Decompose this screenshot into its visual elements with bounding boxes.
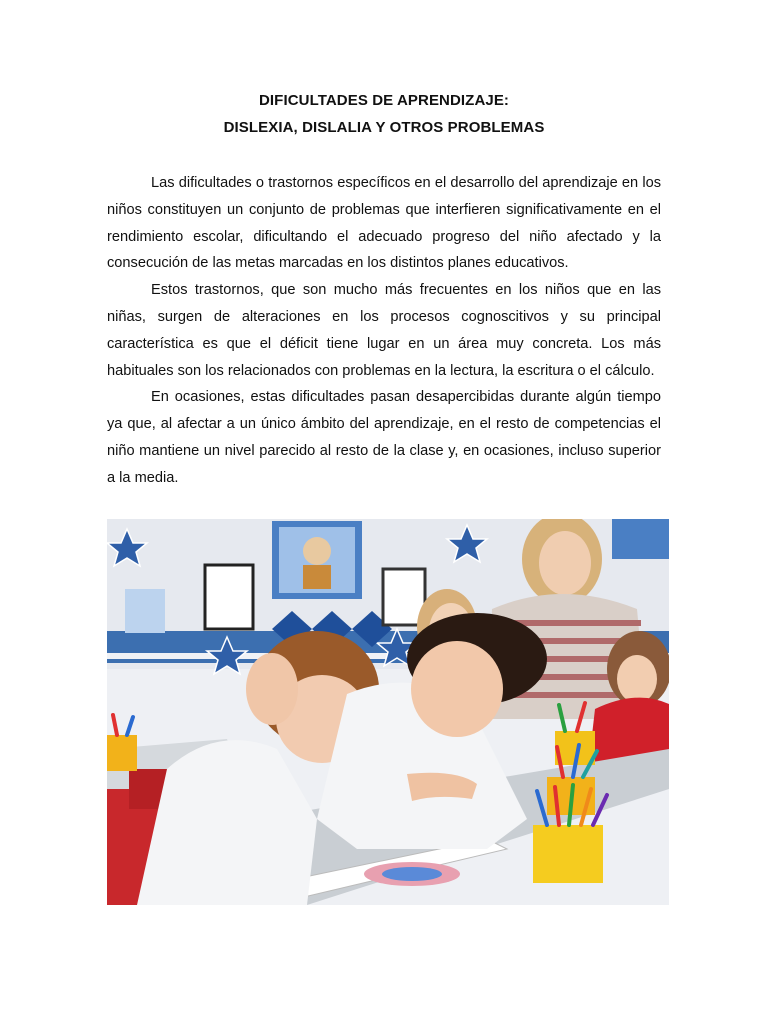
paragraph-3: En ocasiones, estas dificultades pasan desapercibidas durante algún tiempo ya que, al afectar a un único ámbito del aprendizaje, en el resto de competencias el niño mantiene un nivel parecido al resto de la clase y, en ocasiones, incluso superior a la media.	[107, 389, 661, 486]
paragraph-1: Las dificultades o trastornos específicos en el desarrollo del aprendizaje en los niños constituyen un conjunto de problemas que interfieren significativamente en el rendimiento escolar, dificultando el adecuado progreso del niño afectado y la consecución de las metas marcadas en los distintos planes educativos.	[107, 175, 661, 272]
classroom-photo	[107, 519, 669, 905]
document-body	[107, 170, 661, 492]
classroom-illustration	[107, 519, 669, 905]
paragraph-2: Estos trastornos, que son mucho más frecuentes en los niños que en las niñas, surgen de alteraciones en los procesos cognoscitivos y su principal característica es que el déficit tiene lugar en un área muy concreta. Los más habituales son los relacionados con problemas en la lectura, la escritura o el cálculo.	[107, 282, 661, 379]
document-title-line1: DIFICULTADES DE APRENDIZAJE:	[258, 92, 510, 109]
document-title-line2: DISLEXIA, DISLALIA Y OTROS PROBLEMAS	[223, 119, 545, 136]
